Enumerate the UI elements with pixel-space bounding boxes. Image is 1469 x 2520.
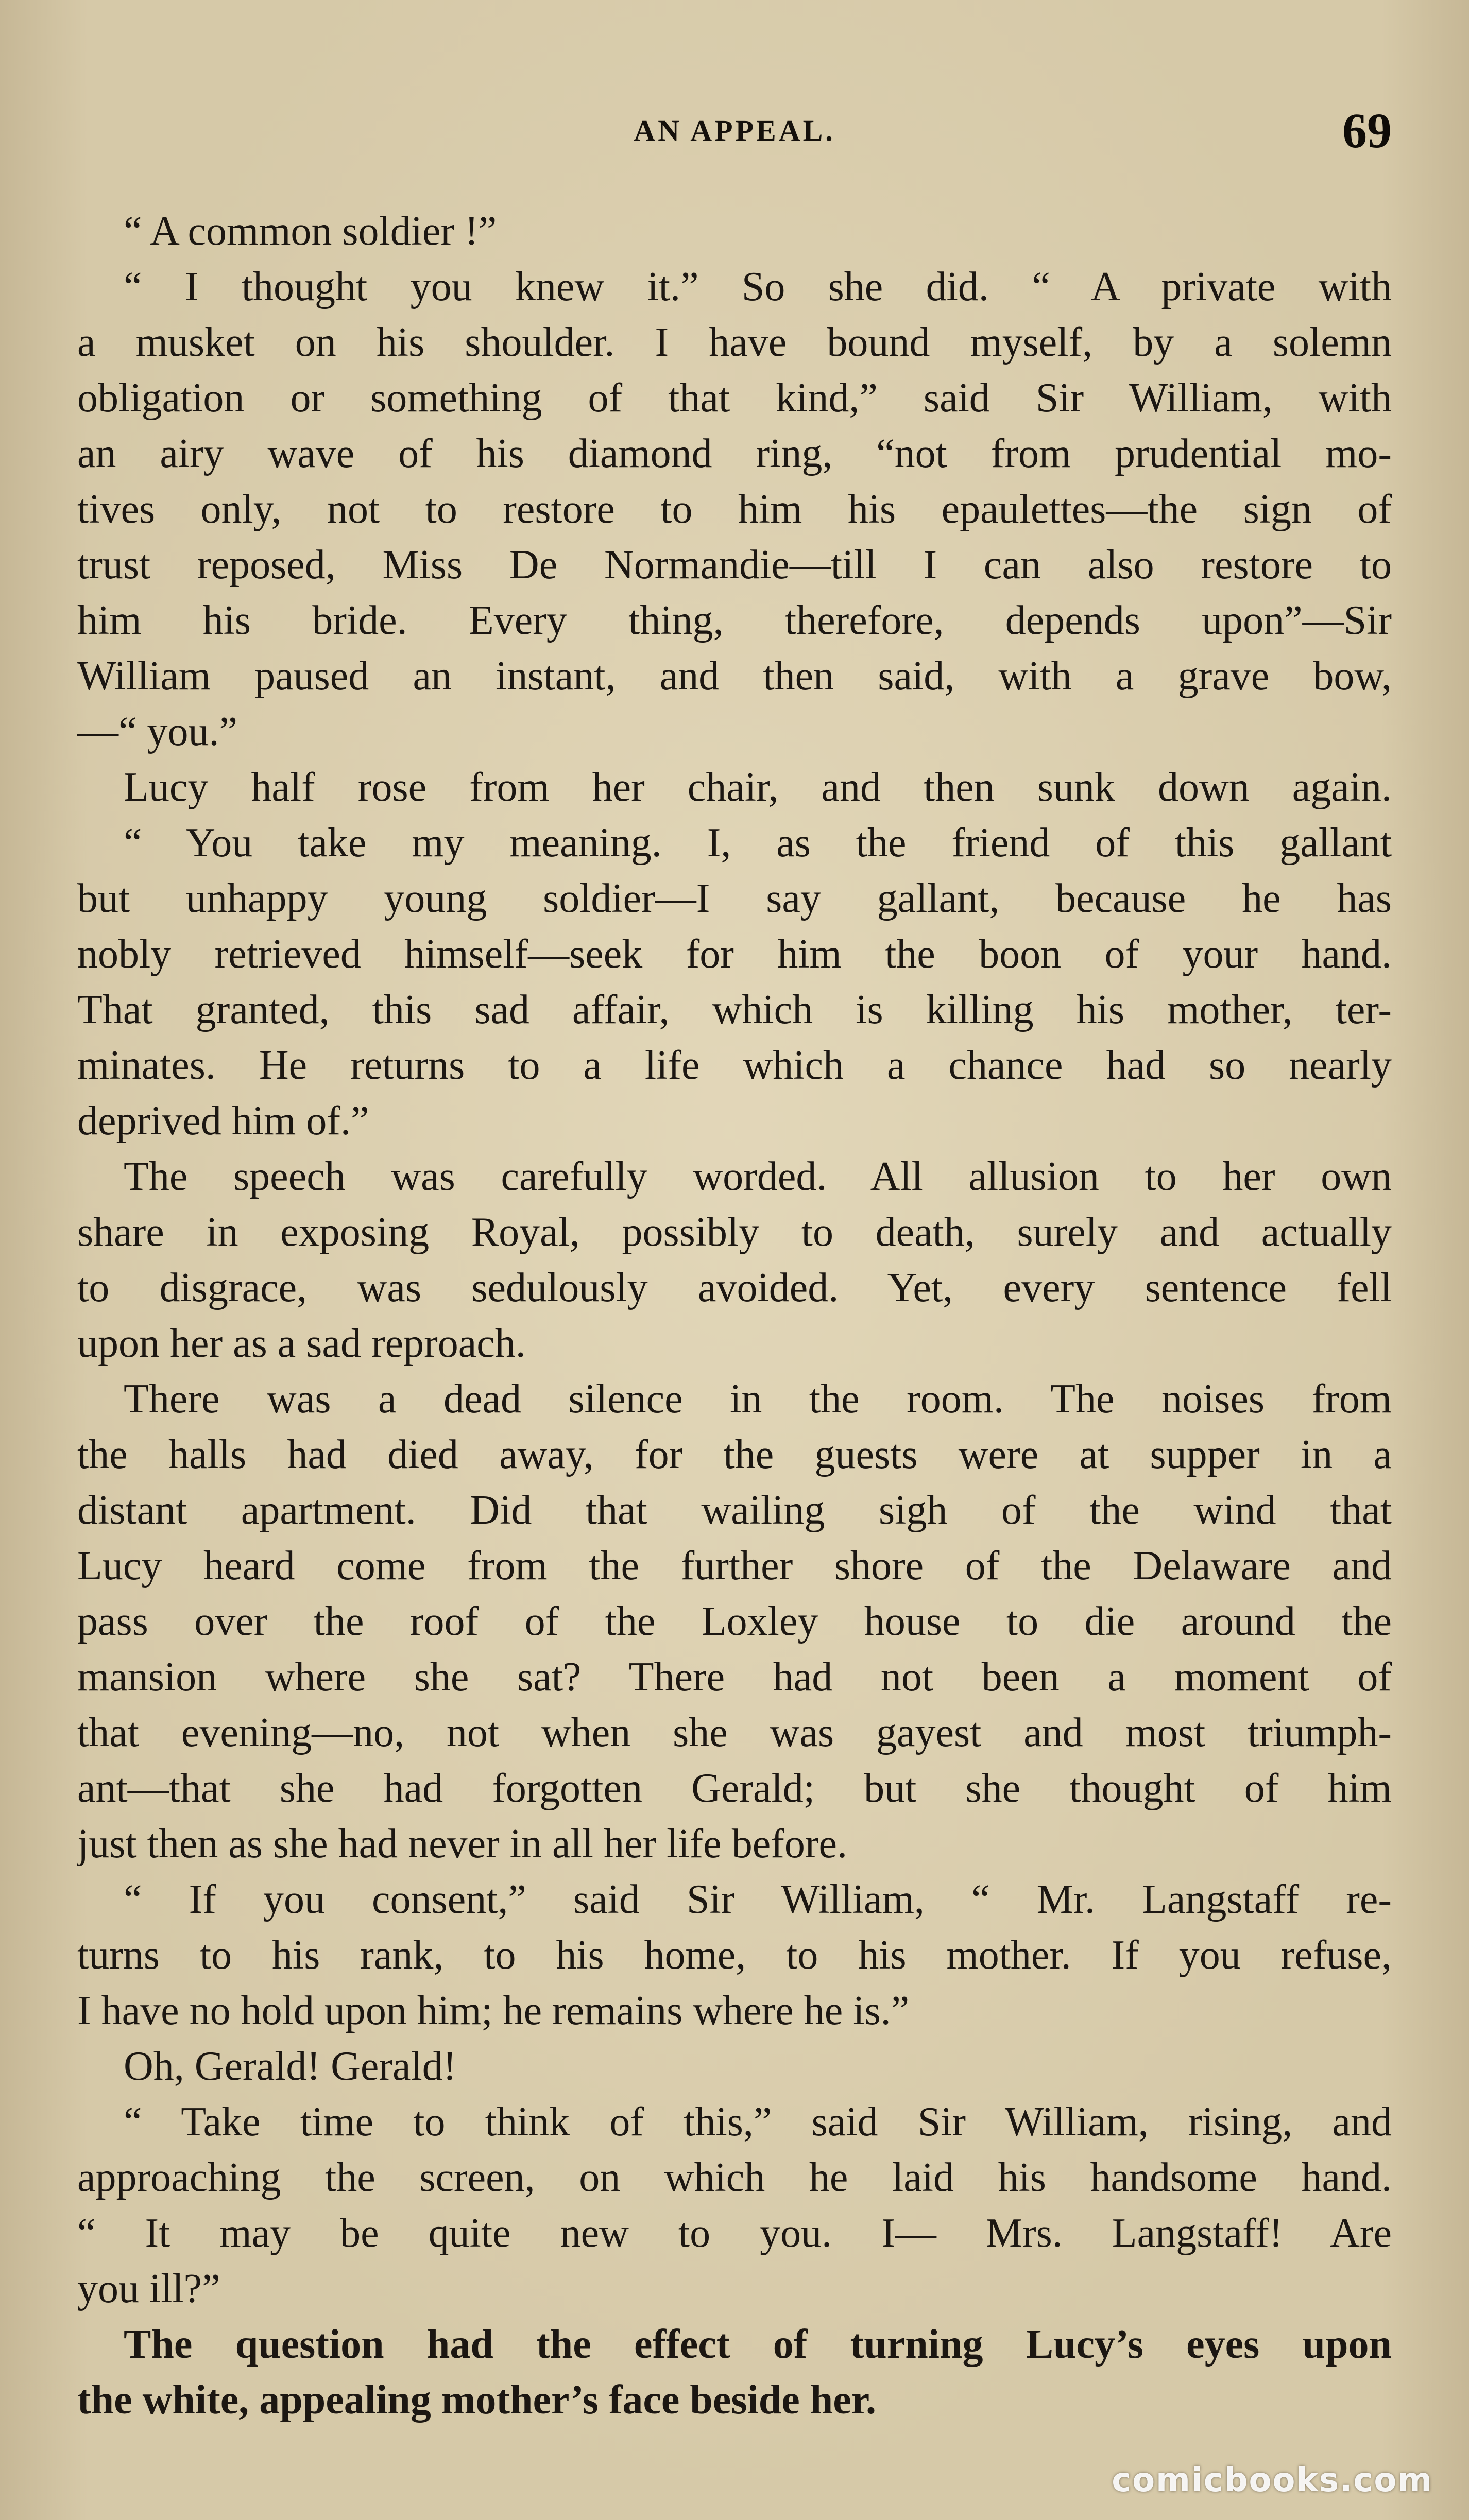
text-line: William paused an instant, and then said, with a grave bow, <box>77 653 1392 699</box>
text-line: mansion where she sat? There had not been a moment of <box>77 1654 1392 1700</box>
text-line: “ If you consent,” said Sir William, “ Mr. Langstaff re- <box>124 1877 1392 1922</box>
text-line: pass over the roof of the Loxley house to die around the <box>77 1599 1392 1644</box>
text-line: an airy wave of his diamond ring, “not from prudential mo- <box>77 431 1392 476</box>
text-line: —“ you.” <box>77 709 238 754</box>
text-line: “ A common soldier !” <box>124 209 497 254</box>
text-line: tives only, not to restore to him his epaulettes—the sign of <box>77 487 1392 532</box>
text-line: trust reposed, Miss De Normandie—till I can also restore to <box>77 542 1392 588</box>
text-line: deprived him of.” <box>77 1098 369 1144</box>
text-line: “ I thought you knew it.” So she did. “ A private with <box>124 264 1392 309</box>
text-line: The speech was carefully worded. All allusion to her own <box>124 1154 1392 1199</box>
body-text <box>77 203 1392 2428</box>
text-line: the white, appealing mother’s face beside her. <box>77 2377 876 2423</box>
text-line: distant apartment. Did that wailing sigh of the wind that <box>77 1488 1392 1533</box>
text-line: “ It may be quite new to you. I— Mrs. Langstaff! Are <box>77 2211 1392 2256</box>
text-line: That granted, this sad affair, which is killing his mother, ter- <box>77 987 1392 1032</box>
text-line: upon her as a sad reproach. <box>77 1321 526 1366</box>
text-line: a musket on his shoulder. I have bound myself, by a solemn <box>77 320 1392 365</box>
text-line: There was a dead silence in the room. The noises from <box>124 1376 1392 1422</box>
text-line: share in exposing Royal, possibly to death, surely and actually <box>77 1210 1392 1255</box>
page-number: 69 <box>1342 103 1392 158</box>
page-header <box>77 98 1392 160</box>
text-line: Lucy heard come from the further shore of the Delaware and <box>77 1543 1392 1589</box>
text-line: the halls had died away, for the guests were at supper in a <box>77 1432 1392 1477</box>
text-line: ant—that she had forgotten Gerald; but she thought of him <box>77 1766 1392 1811</box>
text-line: just then as she had never in all her life before. <box>77 1821 847 1867</box>
text-line: “ You take my meaning. I, as the friend of this gallant <box>124 820 1392 866</box>
text-line: Lucy half rose from her chair, and then sunk down again. <box>124 765 1392 810</box>
text-line: nobly retrieved himself—seek for him the boon of your hand. <box>77 931 1392 977</box>
text-line: The question had the effect of turning Lucy’s eyes upon <box>124 2322 1392 2367</box>
text-line: approaching the screen, on which he laid his handsome hand. <box>77 2155 1392 2200</box>
text-line: “ Take time to think of this,” said Sir William, rising, and <box>124 2099 1392 2145</box>
text-line: minates. He returns to a life which a chance had so nearly <box>77 1043 1392 1088</box>
text-line: to disgrace, was sedulously avoided. Yet, every sentence fell <box>77 1265 1392 1310</box>
text-line: obligation or something of that kind,” said Sir William, with <box>77 375 1392 421</box>
text-line: Oh, Gerald! Gerald! <box>124 2044 457 2089</box>
watermark: comicbooks.com <box>1112 2461 1433 2499</box>
text-line: that evening—no, not when she was gayest and most triumph- <box>77 1710 1392 1755</box>
text-line: but unhappy young soldier—I say gallant, because he has <box>77 876 1392 921</box>
text-line: turns to his rank, to his home, to his mother. If you refuse, <box>77 1932 1392 1978</box>
text-line: him his bride. Every thing, therefore, depends upon”—Sir <box>77 598 1392 643</box>
text-line: I have no hold upon him; he remains where he is.” <box>77 1988 910 2033</box>
running-head: AN APPEAL. <box>634 114 835 147</box>
text-line: you ill?” <box>77 2266 220 2311</box>
